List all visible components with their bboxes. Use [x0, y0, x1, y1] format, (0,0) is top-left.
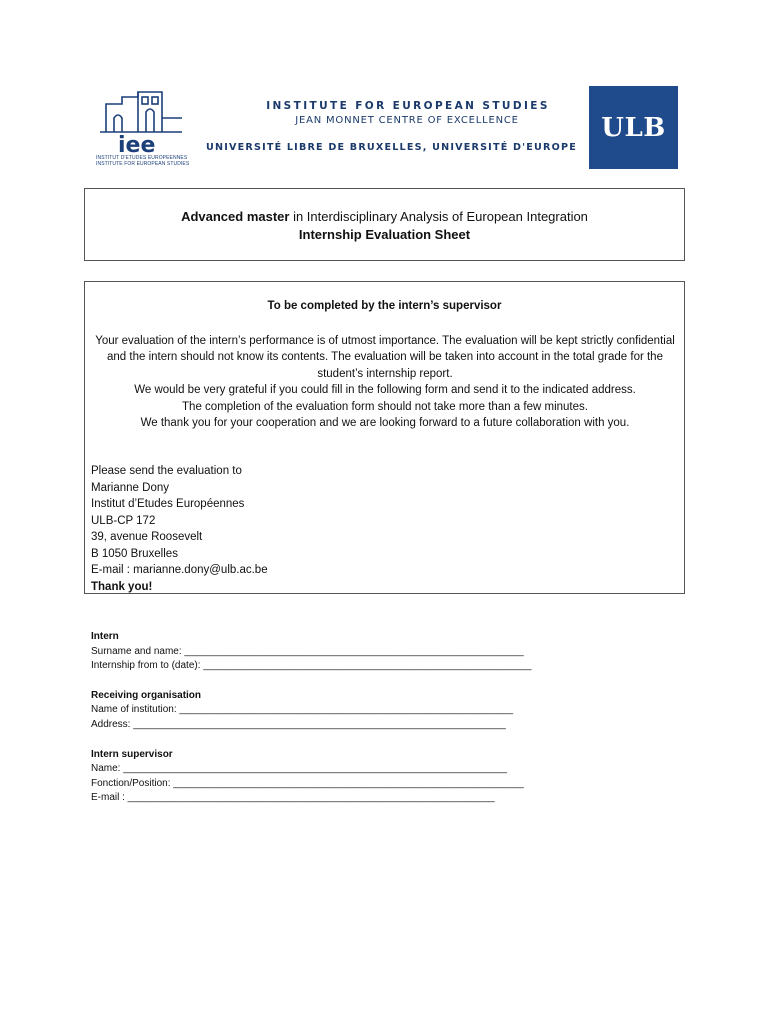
organisation-section — [91, 689, 531, 733]
title-rest: in Interdisciplinary Analysis of European Integration — [289, 209, 588, 224]
address-line: Please send the evaluation to — [91, 465, 242, 477]
iee-small-caption — [96, 155, 196, 167]
supervisor-email-field[interactable]: E-mail : __________________________________________________________________ — [91, 792, 495, 804]
ulb-logo — [589, 86, 678, 169]
surname-field[interactable]: Surname and name: _____________________________________________________________ — [91, 645, 524, 657]
instructions-box — [84, 281, 685, 594]
evaluation-form — [91, 630, 531, 821]
address-line: B 1050 Bruxelles — [91, 547, 178, 560]
iee-building-icon — [92, 88, 188, 158]
supervisor-name-field[interactable]: Name: _____________________________________________________________________ — [91, 763, 507, 775]
instructions-paragraph: Your evaluation of the intern’s performance is of utmost importance. The evaluation will be kept strictly confidential and the intern should not know its contents. The evaluation will be taken into account in the total grade for the student’s internship report. — [95, 335, 675, 380]
mailing-address — [91, 463, 268, 595]
section-title: Intern supervisor — [91, 748, 173, 760]
document-subtitle: Internship Evaluation Sheet — [298, 227, 471, 242]
institute-header — [200, 100, 580, 153]
section-title: Receiving organisation — [91, 689, 202, 701]
instructions-paragraph: The completion of the evaluation form should not take more than a few minutes. — [182, 400, 588, 413]
institution-name-field[interactable]: Name of institution: ____________________________________________________________ — [91, 704, 514, 716]
address-line: ULB-CP 172 — [91, 514, 156, 527]
internship-dates-field[interactable]: Internship from to (date): ___________________________________________________________ — [91, 660, 532, 672]
instructions-text — [91, 333, 679, 431]
centre-name: JEAN MONNET CENTRE OF EXCELLENCE — [295, 115, 519, 126]
instructions-paragraph: We thank you for your cooperation and we are looking forward to a future collaboration with you. — [140, 417, 630, 430]
thank-you-text: Thank you! — [91, 580, 153, 593]
section-title: Intern — [91, 631, 119, 642]
institute-name: INSTITUTE FOR EUROPEAN STUDIES — [266, 100, 550, 112]
address-line: 39, avenue Roosevelt — [91, 531, 203, 543]
supervisor-position-field[interactable]: Fonction/Position: _______________________________________________________________ — [91, 777, 524, 789]
title-bold: Advanced master — [181, 209, 290, 224]
intern-section — [91, 630, 531, 674]
address-field[interactable]: Address: ___________________________________________________________________ — [91, 718, 506, 730]
title-box — [84, 188, 685, 261]
ulb-logo-text: ULB — [601, 112, 666, 143]
instructions-heading: To be completed by the intern’s supervisor — [267, 300, 502, 312]
university-name: UNIVERSITÉ LIBRE DE BRUXELLES, UNIVERSITÉ D'EUROPE — [206, 142, 577, 153]
address-line: Institut d’Etudes Européennes — [91, 498, 245, 510]
email-line: E-mail : marianne.dony@ulb.ac.be — [91, 564, 268, 576]
iee-caption-line: INSTITUT D'ETUDES EUROPEENNES — [96, 155, 188, 161]
address-line: Marianne Dony — [91, 481, 169, 494]
iee-caption-line: INSTITUTE FOR EUROPEAN STUDIES — [96, 161, 190, 167]
iee-logo-text: iee — [118, 133, 156, 158]
document-title — [85, 209, 684, 224]
supervisor-section — [91, 748, 531, 806]
instructions-paragraph: We would be very grateful if you could fill in the following form and send it to the indicated address. — [134, 384, 636, 397]
